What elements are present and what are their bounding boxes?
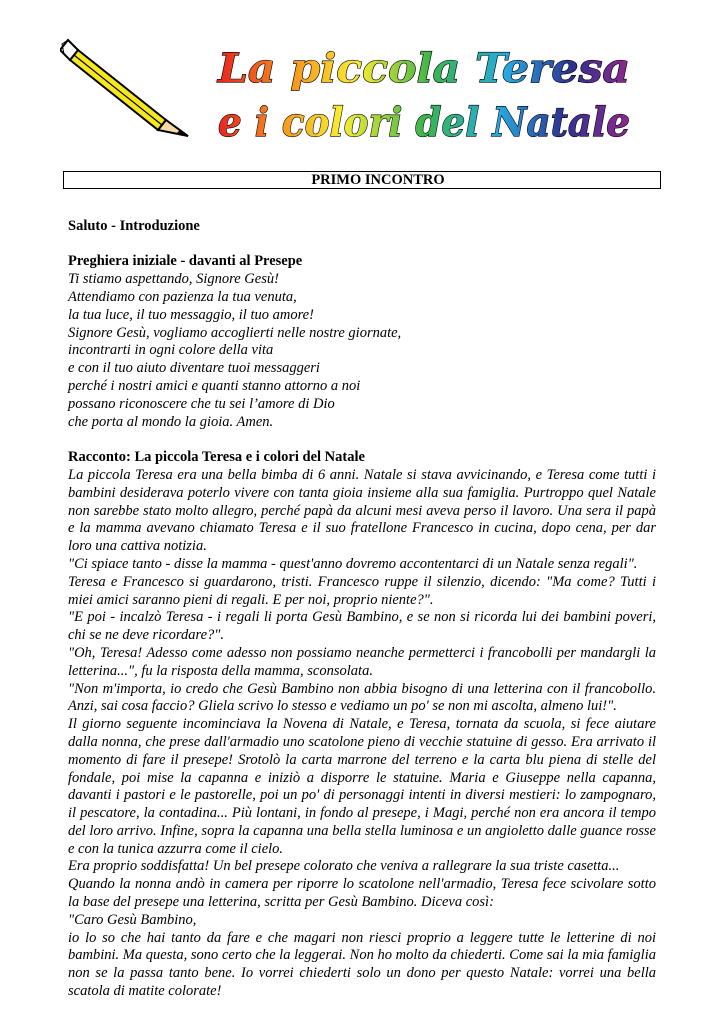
prayer-line: Ti stiamo aspettando, Signore Gesù!	[68, 271, 279, 288]
story-paragraph: Era proprio soddisfatta! Un bel presepe colorato che veniva a rallegrare la sua triste casetta...	[68, 858, 620, 875]
section-title-box	[63, 171, 661, 189]
prayer-line: Signore Gesù, vogliamo accoglierti nelle nostre giornate,	[68, 324, 402, 341]
story-paragraph: Teresa e Francesco si guardarono, tristi. Francesco ruppe il silenzio, dicendo: "Ma come? Tutti i miei amici saranno pieni di regali. E per noi, proprio niente?".	[68, 573, 656, 608]
story-paragraph: La piccola Teresa era una bella bimba di 6 anni. Natale si stava avvicinando, e Teresa come tutti i bambini desiderava poterlo vivere con tanta gioia insieme alla sua famiglia. Purtroppo quel Natale non sarebbe stato molto allegro, perché papà da alcuni mesi aveva perso il lavoro. Una sera il papà e la mamma avevano chiamato Teresa e il suo fratellone Francesco in cucina, dopo cena, per dar loro una cattiva notizia.	[68, 466, 656, 555]
prayer-text	[68, 271, 656, 431]
section-title: PRIMO INCONTRO	[311, 172, 445, 188]
story-paragraph: "E poi - incalzò Teresa - i regali li porta Gesù Bambino, e se non si ricorda lui dei bambini poveri, chi se ne deve ricordare?".	[68, 609, 656, 644]
story-paragraph: Il giorno seguente incominciava la Novena di Natale, e Teresa, tornata da scuola, si fece aiutare dalla nonna, che prese dall'armadio uno scatolone pieno di vecchie statuine di gesso. Era arrivato il momento di fare il presepe! Srotolò la carta marrone del terreno e la carta blu piena di stelle del fondale, poi mise la capanna e iniziò a disporre le statuine. Maria e Giuseppe nella capanna, davanti i pastori e le pastorelle, poi un po' di personaggi intenti in diversi mestieri: lo zampognaro, il pescatore, la contadina... Più lontani, in fondo al presepe, i Magi, perché non era ancora il tempo del loro arrivo. Infine, sopra la capanna una bella stella luminosa e un angioletto dalle guance rosse e con la tunica azzurra come il cielo.	[68, 716, 656, 857]
story-paragraph: "Caro Gesù Bambino,	[68, 911, 197, 928]
story-paragraph: "Oh, Teresa! Adesso come adesso non possiamo neanche permetterci i francobolli per mandargli la letterina...", fu la risposta della mamma, sconsolata.	[68, 644, 656, 679]
story-paragraph: Quando la nonna andò in camera per riporre lo scatolone nell'armadio, Teresa fece scivolare sotto la base del presepe una letterina, scritta per Gesù Bambino. Diceva così:	[68, 876, 656, 911]
title-line-1: La piccola Teresa	[216, 45, 630, 92]
prayer-line: possano riconoscere che tu sei l’amore di Dio	[68, 395, 335, 412]
story-paragraph: io lo so che hai tanto da fare e che magari non riesci proprio a leggere tutte le letterine di noi bambini. Ma questa, sono certo che la leggerai. Non ho molto da chiederti. Come sai la mia famiglia non se la passa tanto bene. Io vorrei chiederti solo un dono per questo Natale: vorrei una bella scatola di matite colorate!	[68, 929, 656, 1000]
prayer-line: la tua luce, il tuo messaggio, il tuo amore!	[68, 306, 314, 323]
greeting-heading: Saluto - Introduzione	[68, 217, 200, 234]
story-text	[68, 467, 656, 1001]
prayer-line: incontrarti in ogni colore della vita	[68, 342, 274, 359]
title-line-2: e i colori del Natale	[218, 99, 630, 144]
story-paragraph: "Non m'importa, io credo che Gesù Bambino non abbia bisogno di una letterina con il francobollo. Anzi, sai cosa faccio? Gliela scrivo lo stesso e vediamo un po' se non mi ascolta, almeno lui!".	[68, 680, 656, 715]
story-paragraph: "Ci spiace tanto - disse la mamma - quest'anno dovremo accontentarci di un Natale senza regali".	[68, 555, 638, 572]
story-heading: Racconto: La piccola Teresa e i colori del Natale	[68, 449, 365, 466]
prayer-line: Attendiamo con pazienza la tua venuta,	[68, 288, 297, 305]
pencil-icon	[60, 36, 196, 140]
document-body	[68, 200, 656, 1001]
prayer-line: perché i nostri amici e quanti stanno attorno a noi	[68, 377, 361, 394]
prayer-line: e con il tuo aiuto diventare tuoi messaggeri	[68, 360, 320, 377]
prayer-line: che porta al mondo la gioia. Amen.	[68, 413, 274, 430]
prayer-heading: Preghiera iniziale - davanti al Presepe	[68, 253, 303, 270]
title-graphic	[212, 40, 642, 144]
